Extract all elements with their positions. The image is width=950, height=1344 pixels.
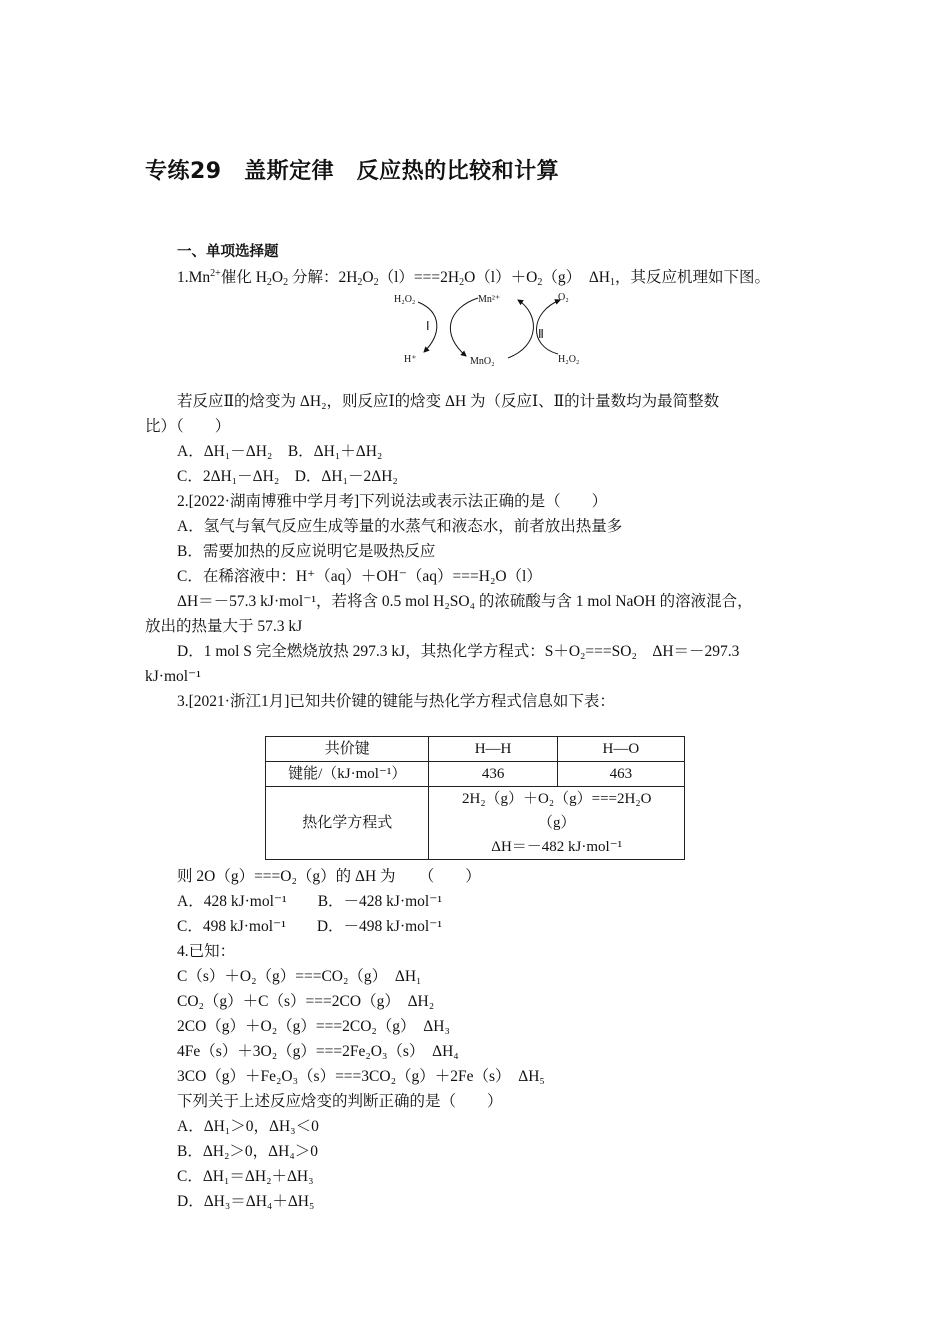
q4-question: 下列关于上述反应焓变的判断正确的是（ ） bbox=[177, 1093, 503, 1110]
q2-option-d-line1: D．1 mol S 完全燃烧放热 297.3 kJ，其热化学方程式：S＋O₂===SO₂ ΔH＝－297.3 bbox=[177, 643, 740, 660]
q3-question: 则 2O（g）===O₂（g）的 ΔH 为 （ ） bbox=[177, 868, 481, 885]
q4-equation-5: 3CO（g）＋Fe₂O₃（s）===3CO₂（g）＋2Fe（s） ΔH₅ bbox=[177, 1068, 545, 1085]
q4-stem: 4.已知： bbox=[177, 943, 236, 960]
diagram-arrow-1b bbox=[450, 298, 478, 356]
table-equation-line2: （g） bbox=[537, 815, 576, 831]
q2-option-c-line3: 放出的热量大于 57.3 kJ bbox=[145, 618, 303, 635]
diagram-label-2: Ⅱ bbox=[538, 327, 544, 341]
q4-equation-1: C（s）＋O₂（g）===CO₂（g） ΔH₁ bbox=[177, 968, 422, 985]
q2-option-b: B．需要加热的反应说明它是吸热反应 bbox=[177, 543, 436, 560]
table-cell: 键能/（kJ·mol⁻¹） bbox=[266, 762, 429, 787]
diagram-h2o2-bottom: H₂O₂ bbox=[558, 354, 580, 365]
table-header-cell: H—O bbox=[557, 737, 684, 762]
q3-options-ab: A．428 kJ·mol⁻¹ B．－428 kJ·mol⁻¹ bbox=[177, 893, 443, 910]
q2-option-c-line1: C．在稀溶液中：H⁺（aq）＋OH⁻（aq）===H₂O（l） bbox=[177, 568, 542, 585]
page-title: 专练29 盖斯定律 反应热的比较和计算 bbox=[145, 159, 560, 184]
q4-equation-4: 4Fe（s）＋3O₂（g）===2Fe₂O₃（s） ΔH₄ bbox=[177, 1043, 459, 1060]
diagram-mno2: MnO₂ bbox=[470, 356, 495, 367]
q4-option-a: A．ΔH₁＞0，ΔH₃＜0 bbox=[177, 1118, 319, 1135]
q4-option-c: C．ΔH₁＝ΔH₂＋ΔH₃ bbox=[177, 1168, 314, 1185]
table-equation-line3: ΔH＝－482 kJ·mol⁻¹ bbox=[491, 839, 623, 855]
table-row bbox=[266, 737, 685, 762]
q1-options-cd: C．2ΔH₁－ΔH₂ D．ΔH₁－2ΔH₂ bbox=[177, 468, 398, 485]
table-equation-line1: 2H₂（g）＋O₂（g）===2H₂O bbox=[462, 791, 652, 807]
reaction-mechanism-diagram bbox=[390, 286, 590, 372]
q2-option-c-line2: ΔH＝－57.3 kJ·mol⁻¹，若将含 0.5 mol H₂SO₄ 的浓硫酸与含 1 mol NaOH 的溶液混合， bbox=[177, 593, 753, 610]
diagram-h2o2-top: H₂O₂ bbox=[394, 294, 416, 305]
table-cell: 436 bbox=[429, 762, 557, 787]
q4-option-d: D．ΔH₃＝ΔH₄＋ΔH₅ bbox=[177, 1193, 315, 1210]
q4-option-b: B．ΔH₂＞0，ΔH₄＞0 bbox=[177, 1143, 318, 1160]
q1-options-ab: A．ΔH₁－ΔH₂ B．ΔH₁＋ΔH₂ bbox=[177, 443, 383, 460]
q3-options-cd: C．498 kJ·mol⁻¹ D．－498 kJ·mol⁻¹ bbox=[177, 918, 443, 935]
diagram-hplus: H⁺ bbox=[404, 354, 417, 365]
table-row bbox=[266, 762, 685, 787]
table-header-cell: 共价键 bbox=[266, 737, 429, 762]
q4-equation-3: 2CO（g）＋O₂（g）===2CO₂（g） ΔH₃ bbox=[177, 1018, 450, 1035]
q2-stem: 2.[2022·湖南博雅中学月考]下列说法或表示法正确的是（ ） bbox=[177, 493, 608, 510]
table-row bbox=[266, 787, 685, 860]
q4-equation-2: CO₂（g）＋C（s）===2CO（g） ΔH₂ bbox=[177, 993, 435, 1010]
bond-energy-table bbox=[265, 736, 685, 860]
table-equation-cell bbox=[429, 787, 685, 860]
diagram-o2: O₂ bbox=[558, 292, 569, 303]
q1-stem-line2: 比）（ ） bbox=[145, 418, 231, 435]
section-heading: 一、单项选择题 bbox=[177, 244, 279, 260]
diagram-arrow-2a bbox=[508, 300, 533, 358]
diagram-label-1: Ⅰ bbox=[426, 319, 430, 333]
diagram-mn2plus: Mn²⁺ bbox=[478, 294, 501, 305]
table-cell: 热化学方程式 bbox=[266, 787, 429, 860]
q2-option-d-line2: kJ·mol⁻¹ bbox=[145, 668, 201, 685]
q3-stem: 3.[2021·浙江1月]已知共价键的键能与热化学方程式信息如下表： bbox=[177, 693, 615, 710]
q1-stem-line1: 若反应Ⅱ的焓变为 ΔH₂，则反应Ⅰ的焓变 ΔH 为（反应Ⅰ、Ⅱ的计量数均为最简整数 bbox=[177, 393, 720, 410]
table-header-cell: H—H bbox=[429, 737, 557, 762]
q1-intro: $1.Mn^{2+}$催化 $H_2O_2$ 分解：$2H_2O_2(l)===2H_2O(l)+O_2(g)$ $\Delta H_1$，其反应机理如下图。 bbox=[177, 268, 770, 288]
table-cell: 463 bbox=[557, 762, 684, 787]
q2-option-a: A．氢气与氧气反应生成等量的水蒸气和液态水，前者放出热量多 bbox=[177, 518, 623, 535]
